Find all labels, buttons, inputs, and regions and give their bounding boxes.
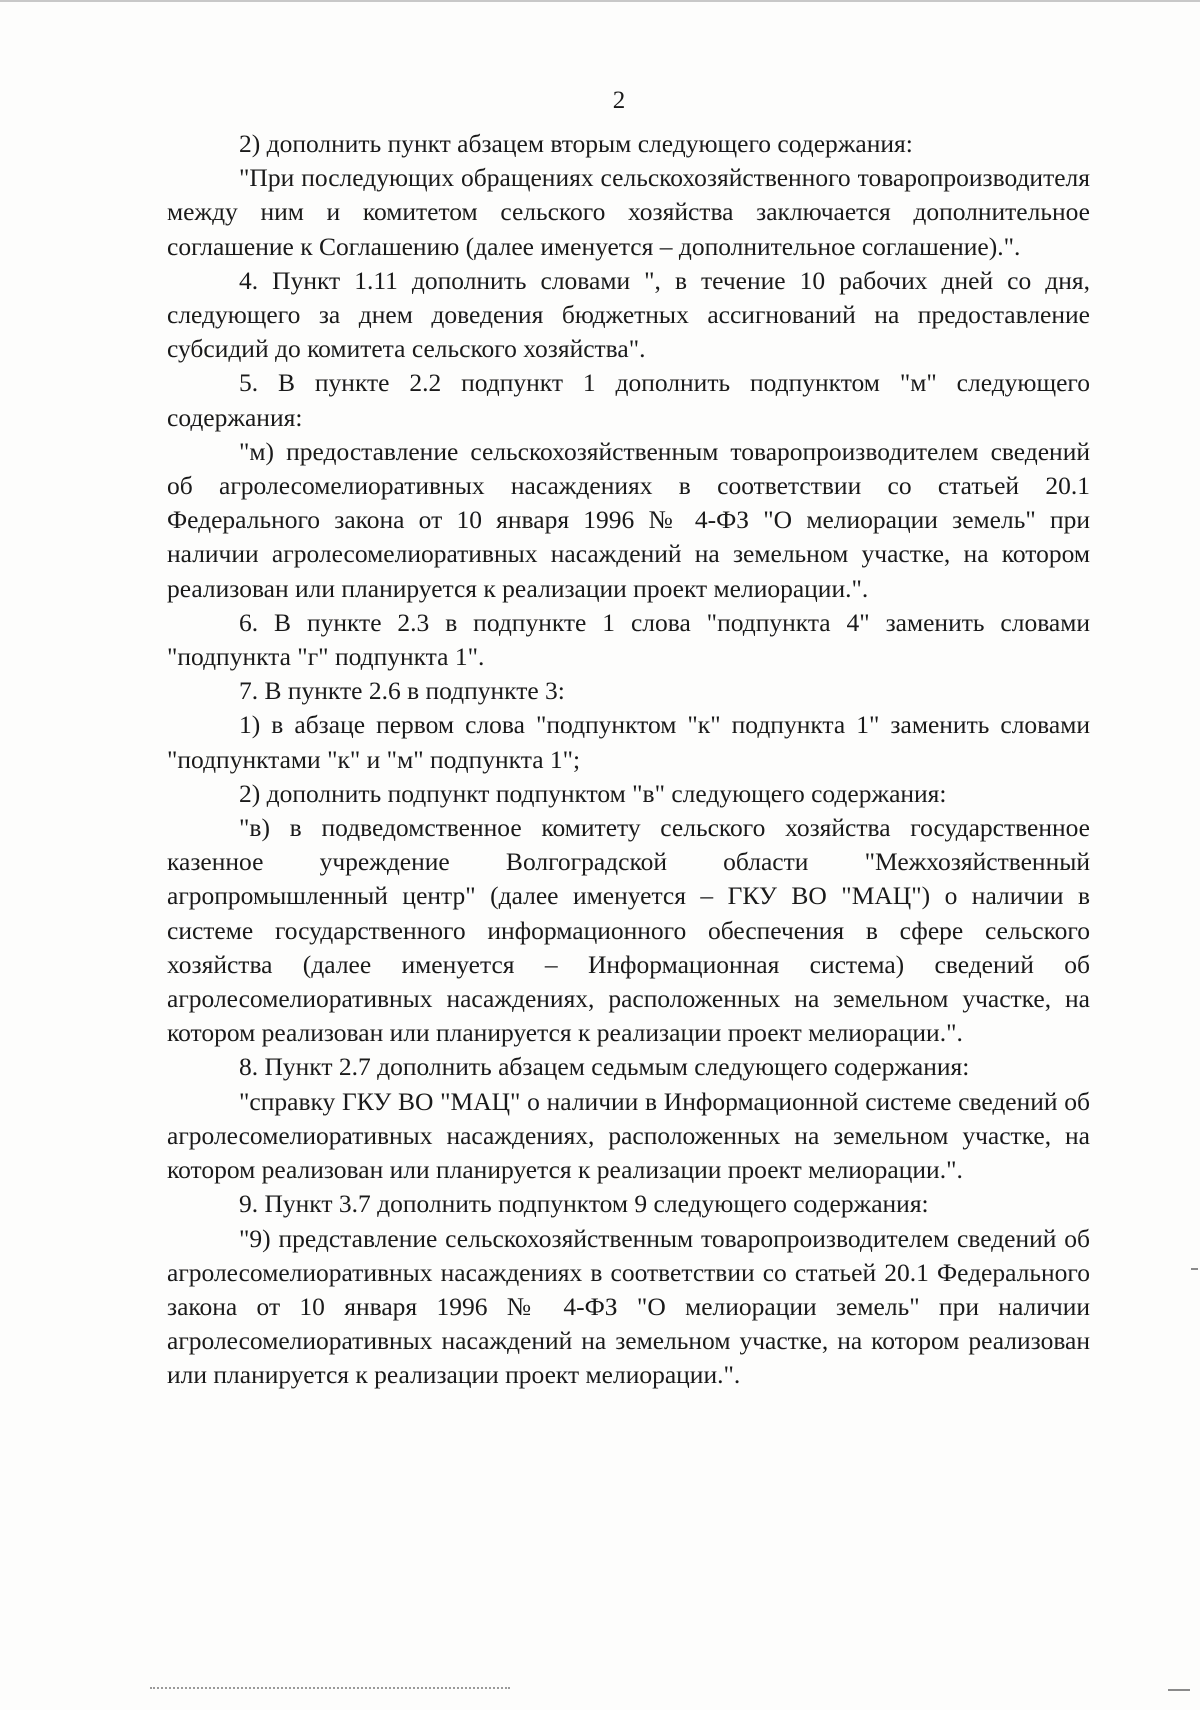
scan-margin-mark [1191, 1268, 1198, 1270]
paragraph: 4. Пункт 1.11 дополнить словами ", в течение 10 рабочих дней со дня, следующего за днем доведения бюджетных ассигнований на предоставление субсидий до комитета сельского хозяйства". [167, 265, 1090, 364]
scan-bottom-dots [150, 1687, 510, 1693]
paragraph: "9) представление сельскохозяйственным товаропроизводителем сведений об агролесомелиоративных насаждениях в соответствии со статьей 20.1 Федерального закона от 10 января 1996 № 4-ФЗ "О мелиорации земель" при наличии агролесомелиоративных насаждений на земельном участке, на котором реализован или планируется к реализации проект мелиорации.". [167, 1223, 1090, 1390]
paragraph: 7. В пункте 2.6 в подпункте 3: [239, 676, 565, 706]
scan-top-edge [0, 0, 1200, 2]
paragraph: 2) дополнить подпункт подпунктом "в" следующего содержания: [239, 778, 947, 808]
paragraph: 8. Пункт 2.7 дополнить абзацем седьмым следующего содержания: [239, 1052, 970, 1082]
paragraph: 2) дополнить пункт абзацем вторым следующего содержания: [239, 129, 913, 158]
page-number: 2 [612, 87, 626, 114]
paragraph: 1) в абзаце первом слова "подпунктом "к" подпункта 1" заменить словами "подпунктами "к" и "м" подпункта 1"; [167, 710, 1090, 774]
paragraph: "м) предоставление сельскохозяйственным товаропроизводителем сведений об агролесомелиоративных насаждениях в соответствии со статьей 20.1 Федерального закона от 10 января 1996 № 4-ФЗ "О мелиорации земель" при наличии агролесомелиоративных насаждений на земельном участке, на котором реализован или планируется к реализации проект мелиорации.". [167, 436, 1090, 603]
paragraph: 9. Пункт 3.7 дополнить подпунктом 9 следующего содержания: [239, 1189, 929, 1219]
paragraph: "справку ГКУ ВО "МАЦ" о наличии в Информационной системе сведений об агролесомелиоративных насаждениях, расположенных на земельном участке, на котором реализован или планируется к реализации проект мелиорации.". [167, 1086, 1090, 1185]
scan-bottom-dash [1168, 1689, 1190, 1691]
paragraph: 6. В пункте 2.3 в подпункте 1 слова "подпункта 4" заменить словами "подпункта "г" подпункта 1". [167, 607, 1090, 672]
paragraph: "в) в подведомственное комитету сельского хозяйства государственное казенное учреждение Волгоградской области "Межхозяйственный агропромышленный центр" (далее именуется – ГКУ ВО "МАЦ") о наличии в системе государственного информационного обеспечения в сфере сельского хозяйства (далее именуется – Информационная система) сведений об агролесомелиоративных насаждениях, расположенных на земельном участке, на котором реализован или планируется к реализации проект мелиорации.". [167, 813, 1090, 1048]
document-body [167, 127, 1090, 1393]
paragraph: "При последующих обращениях сельскохозяйственного товаропроизводителя между ним и комитетом сельского хозяйства заключается дополнительное соглашение к Соглашению (далее именуется – дополнительное соглашение).". [167, 163, 1090, 261]
paragraph: 5. В пункте 2.2 подпункт 1 дополнить подпунктом "м" следующего содержания: [167, 368, 1090, 432]
